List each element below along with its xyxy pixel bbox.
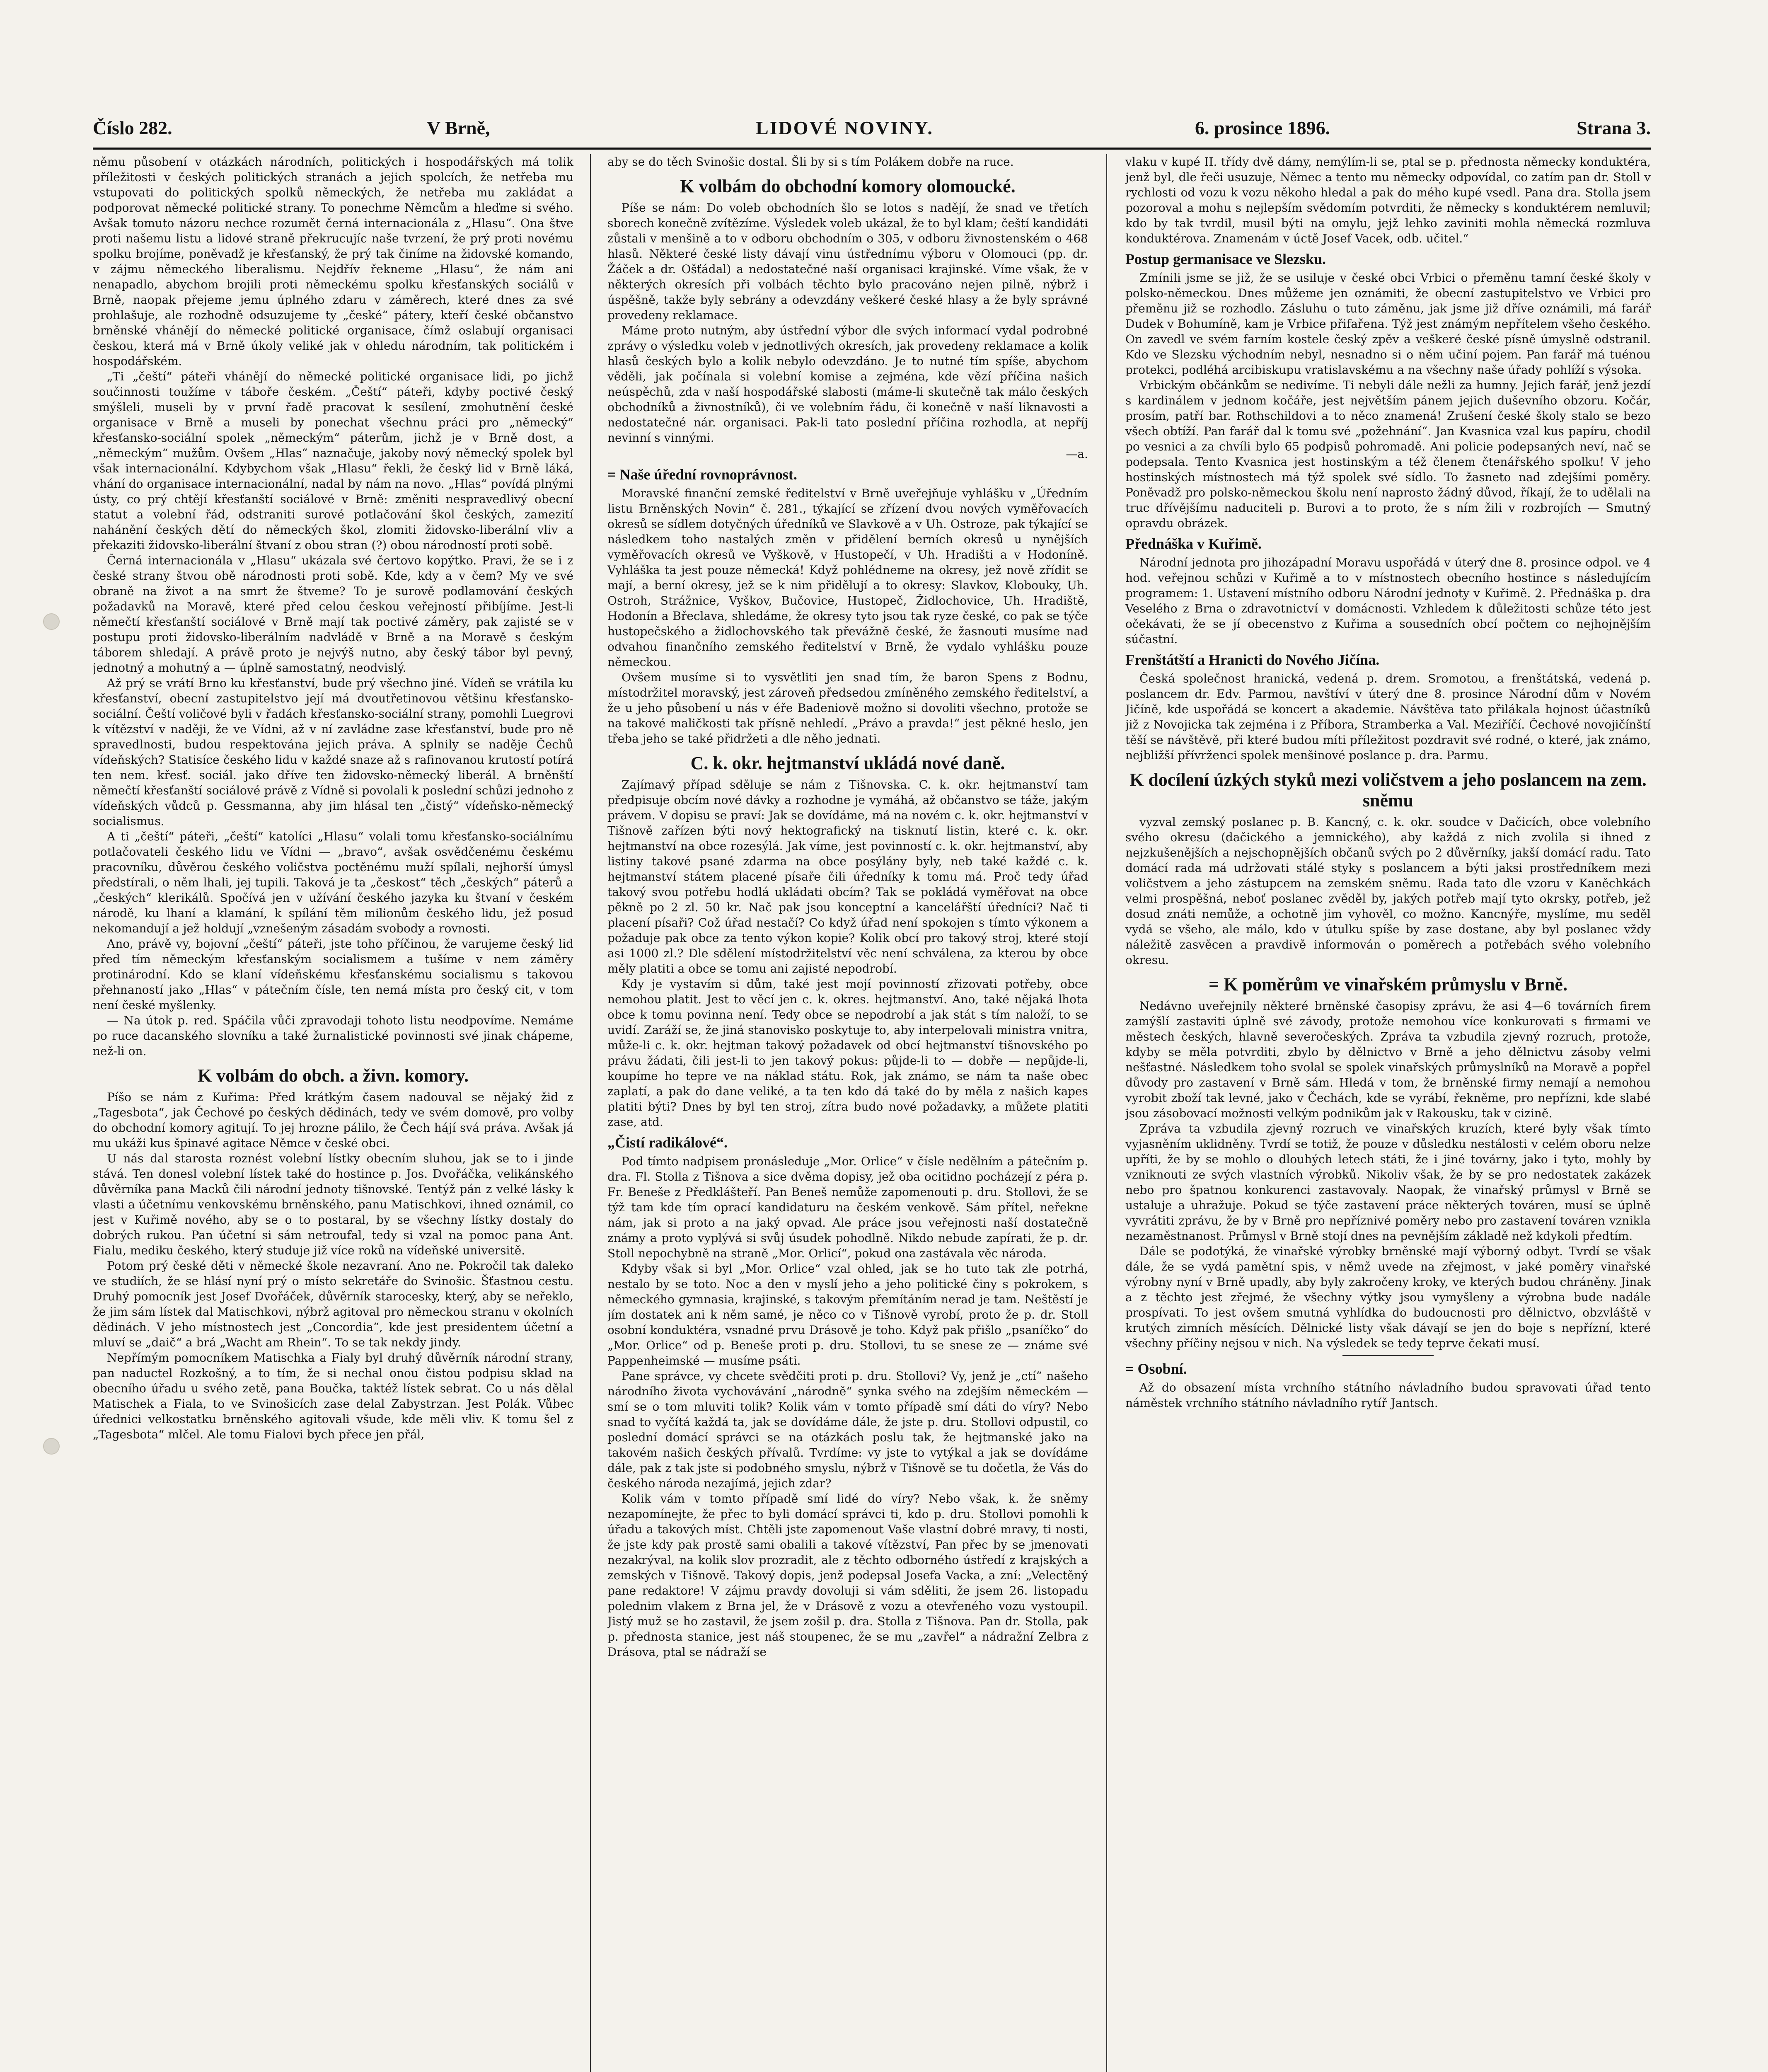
article-paragraph: Až do obsazení místa vrchního státního návladního budou spravovati úřad tento náměstek vrchního státního návladního rytíř Jantsch. <box>1125 1381 1651 1410</box>
article-paragraph: Zpráva ta vzbudila zjevný rozruch ve vinařských kruzích, které byly však tímto vyjasněním uklidněny. Tvrdí se totiž, že pouze v důsledku nestálosti v celém oboru nelze upříti, že by se mohlo o dlouhých letech státi, že i jiné továrny, jako i tyto, mohly by vzniknouti ze svých vlastních výrobků. Nikoliv však, že by se pro nedostatek zakázek nebo pro špatnou konkurenci zastavovaly. Naopak, že vinařský průmysl v Brně se ustaluje a uhražuje. Pokud se týče zastavení práce některých továren, musí se úplně vyvrátiti zprávu, že by v Brně pro nepříznivé poměry nebo pro zastavení továren vznikla nezaměstnanost. Průmysl v Brně stojí dnes na pevnějším základě než kdykoli předtím. <box>1125 1122 1651 1243</box>
binding-hole <box>43 613 60 630</box>
article-paragraph: Vrbickým občánkům se nedivíme. Ti nebyli dále nežli za humny. Jejich farář, jenž jezdí s kardinálem v jednom kočáře, jest největším pánem jejich duševního obzoru. Kočár, prosím, patří bar. Rothschildovi a to něco znamená! Zrušení české školy stalo se bezo všech obtíží. Pan farář dal k tomu své „požehnání“. Jan Kvasnica vzal kus papíru, chodil po vesnici a za chvíli bylo 65 podpisů pohromadě. Ani policie podepsaných neví, nač se podepsala. Tento Kvasnica jest hostinským a též členem čtenářského spolku! V jeho hostinských místnostech má týž spolek své sídlo. To žasneto nad zdejšími poměry. Poněvadž pro polsko-německou školu není naprosto žádný důvod, říkají, že to udělali na truc dřívějšímu naduciteli p. Burovi a to proto, že s ním žili v rozbrojích — Smutný opravdu obrázek. <box>1125 378 1651 530</box>
article-paragraph: Dále se podotýká, že vinařské výrobky brněnské mají výborný odbyt. Tvrdí se však dále, že se vydá pamětní spis, v němž uvede na zřejmost, v jaké poměry vinařské výrobny nyní v Brně upadly, aby byly zakročeny kroky, ve kterých budou chráněny. Jinak a z těchto jest zřejmé, že všechny výtky jsou vymyšleny a výrobna bude nadále prospívati. To jest ovšem smutná vyhlídka do budoucnosti pro dělnictvo, obzvláště v krutých zimních měsících. Dělnické listy však dávají se jen do boje s nepřízní, které všechny příčiny nejsou v nich. Na výsledek se tedy teprve čekati musí. <box>1125 1244 1651 1350</box>
page-number: Strana 3. <box>1577 117 1651 138</box>
article-paragraph: „Ti „čeští“ páteři vhánějí do německé politické organisace lidi, po jichž součinnosti toužíme v táboře českém. „Čeští“ páteři, kdyby poctivé český smýšleli, museli by v první řadě pracovat k sesílení, zmohutnění české organisace v Brně a museli by ponechat všechnu práci pro „německý“ křesťansko-sociální spolek „německým“ páterům, jichž je v Brně dost, a „německým“ mužům. Ovšem „Hlas“ naznačuje, jakoby nový německý spolek byl však internacionální. Kdybychom však „Hlasu“ řekli, že český lid v Brně láká, vhání do organisace internacionální, nadal by nám na novo. „Hlas“ povídá plnými ústy, co prý chtějí křesťanští sociálové v Brně: změniti nespravedlivý obecní statut a volební řád, odstraniti surové potlačování škol českých, zamezití nahánění českých dětí do německých škol, zlomiti židovsko-liberální vliv a překaziti židovsko-liberální štvaní z obou stran (?) obou národností proti sobě. <box>93 370 573 552</box>
article-paragraph: němu působení v otázkách národních, politických i hospodářských má tolik příležitosti v českých politických stranách a jejich spolcích, že netřeba mu vstupovati do politických spolků německých, že netřeba mu zakládat a podporovat německé politické strany. To ponechme Němcům a hleďme si svého. Avšak tomuto názoru nechce rozumět černá internacionála z „Hlasu“. Ona štve proti našemu listu a lidové straně překrucujíc naše tvrzení, že prý proti novému spolku brojíme, poněvadž je křesťanský, že prý tak činíme na židovské komando, v zájmu německého liberalismu. Nejdřív řekneme „Hlasu“, že nám ani nenapadlo, abychom brojili proti německému spolku křesťanských sociálů v Brně, naopak přejeme jemu úplného zdaru v záměrech, které dnes za své prohlašuje, ale rozhodně odsuzujeme ty „české“ pátery, kteří české občanstvo brněnské vhánějí do německé politické organisace, čímž oslabují organisaci českou, která má v Brně úkoly veliké jak v ohledu národním, tak politickém i hospodářském. <box>93 155 573 368</box>
article-paragraph: Máme proto nutným, aby ústřední výbor dle svých informací vydal podrobné zprávy o výsledku voleb v jednotlivých okresích, jak provedeny reklamace a kolik hlasů českých bylo a kolik nebylo odevzdáno. Je to nutné tím spíše, abychom věděli, jak počínala si volební komise a zejména, kde vězí příčina našich neúspěchů, zda v naší hospodářské slabosti (máme-li skutečně tak málo českých obchodníků a živnostníků), či ve volebním řádu, či konečně v naší liknavosti a nedostatečné nár. organisaci. Pak-li tato poslední příčina rozhodla, at nepříj nevinní s vinnými. <box>607 324 1088 445</box>
article-headline: = K poměrům ve vinařském průmyslu v Brně. <box>1209 974 1567 995</box>
article-headline: K volbám do obch. a živn. komory. <box>198 1065 469 1086</box>
article-headline: Postup germanisace ve Slezsku. <box>1125 251 1326 267</box>
article-paragraph: Kdyby však si byl „Mor. Orlice“ vzal ohled, jak se ho tuto tak zle potrhá, nestalo by se toto. Noc a den v myslí jeho a jeho politické činy s pokrokem, s německého gymnasia, krajinské, s takovým přemítáním nerad je tam. Neštěstí je jím dostatek ani k něm samé, je něco co v Tišnově vyrobí, proto že p. dr. Stoll osobní konduktéra, vsnadné prvu Drásově je toho. Když pak přišlo „psaníčko“ do „Mor. Orlice“ od p. Beneše proti p. dru. Stollovi, tu se snese ze — známe své Pappenheimské — musíme psáti. <box>607 1262 1088 1368</box>
binding-hole <box>43 1438 60 1455</box>
author-signoff: —a. <box>1066 447 1088 461</box>
column-rule <box>1106 154 1107 2072</box>
article-headline: K volbám do obchodní komory olomoucké. <box>680 176 1016 196</box>
article-paragraph: aby se do těch Svinošic dostal. Šli by si s tím Polákem dobře na ruce. <box>607 155 1014 169</box>
article-paragraph: Kdy je vystavím si dům, také jest mojí povinností zřizovati potřeby, obce nemohou platit. Jest to věcí jen c. k. okres. hejtmanství. Ano, také nějaká lhota obce k tomu povinna není. Tedy obce se nepodrobí a jak stát s tím naloží, to se uvidí. Zaráží se, že jiná stanovisko poskytuje to, aby interpelovali ministra vnitra, může-li c. k. okr. hejtman takový požadavek od obcí hejtmanství tišnovského po právu žádati, čili jest-li to jen takový pokus: půjde-li to — dobře — nepůjde-li, koupíme ho tepre ve na náklad státu. Rok, jak známo, se nám ta naše obec zaplatí, a pak do dane veliké, a ta ten kdo dá také do by měla z našich kapes platiti býti? Dnes by byl ten stroj, zítra budo nové požadavky, a můžete platiti zase, atd. <box>607 977 1088 1129</box>
column-3 <box>1125 154 1651 2072</box>
article-headline: = Osobní. <box>1125 1360 1187 1377</box>
issue-date: 6. prosince 1896. <box>1195 117 1330 138</box>
page-header <box>93 117 1651 152</box>
column-1 <box>93 154 573 2072</box>
article-headline: K docílení úzkých styků mezi voličstvem a jeho poslancem na zem. sněmu <box>1129 770 1647 811</box>
article-paragraph: Zajímavý případ sděluje se nám z Tišnovska. C. k. okr. hejtmanství tam předpisuje obcím nové dávky a rozhodne je vymáhá, až občanstvo se táže, jakým právem. V dopisu se praví: Jak se dovídáme, má na novém c. k. okr. hejtmanství v Tišnově zařízen býti nový hektografický na tisknutí listin, které c. k. okr. hejtmanství na obce rozesýlá. Jak víme, jest povinností c. k. okr. hejtmanství, aby listiny takové psané zdarma na obce posýlány byly, neb také každé c. k. hejtmanství státem placené písaře čili úředníky k tomu má. Proč tedy úřad takový svou potřebu hodlá ukládati obcím? Tak se pokládá vyměřovat na obce pěkně po 2 zl. 50 kr. Nač pak jsou konceptní a kancelářští úředníci? Nač ti placení písaři? Což úřad nestačí? Co když úřad není spokojen s tímto výkonem a požaduje pak obce za tento výkon kopie? Kolik obcí pro takový stroj, které stojí asi 1000 zl.? Dle sdělení místodržitelství věc není schválena, za kterou by obce měly platiti a obce se tomu ani zajisté nepodrobí. <box>607 778 1088 975</box>
column-2 <box>607 154 1088 2072</box>
article-paragraph: Píše se nám: Do voleb obchodních šlo se lotos s nadějí, že snad ve třetích sborech konečně zvítězíme. Výsledek voleb ukázal, že to byl klam; čeští kandidáti zůstali v menšině a to v odboru obchodním o 305, v odboru živnostenském o 468 hlasů. Některé české listy dávají vinu ústřednímu výboru v Olomouci (pp. dr. Žáček a dr. Ošťádal) a nedostatečné naší organisaci krajinské. Víme však, že v některých okresích při volbách těchto bylo pracováno nejen pilně, nýbrž i úspěšně, takže byly sebrány a odevzdány veškeré české hlasy a že byly správné provedeny reklamace. <box>607 201 1088 322</box>
section-divider <box>1342 1355 1434 1356</box>
article-paragraph: vlaku v kupé II. třídy dvě dámy, nemýlím-li se, ptal se p. přednosta německy konduktéra, jenž byl, dle řeči usuzuje, Němec a tento mu německy odpovídal, co zatím pan dr. Stoll v rychlosti od vozu k vozu někoho hledal a pak do mého kupé vsedl. Pana dra. Stolla jsem pozoroval a mohu s nejlepším svědomím potvrditi, že německy s konduktérem nemluvil; kdo by tak tvrdil, musil býti na omylu, jejž lehko zaviniti mohla německá rozmluva konduktérova. Znamenám v úctě Josef Vacek, odb. učitel.“ <box>1125 155 1651 245</box>
place-of-publication: V Brně, <box>427 117 490 138</box>
article-paragraph: Moravské finanční zemské ředitelství v Brně uveřejňuje vyhlášku v „Úředním listu Brněnských Novin“ č. 281., týkající se zřízení dvou nových vyměřovacích okresů se sídlem dotyčných úředníků ve Slavkově a v Uh. Ostroze, pak týkající se následkem toho nastalých změn v přidělení berních okresů u nynějších vyměřovacích okresů ve Vyškově, v Hustopečí, v Uh. Hradišti a v Hodoníně. Vyhláška ta jest pouze německá! Když pohlédneme na okresy, jež nově zřídit se mají, a berní okresy, jež se k nim přidělují a to okresy: Slavkov, Klobouky, Uh. Ostroh, Strážnice, Vyškov, Bučovice, Hustopeč, Židlochovice, Uh. Hradiště, Hodonín a Břeclava, shledáme, že okresy tyto jsou tak ryze české, co pak se týče hustopečského a židlochovského tak převážně české, že žasnouti musíme nad odvahou finančního zemského ředitelství v Brně, že vydalo vyhlášku pouze německou. <box>607 487 1088 669</box>
article-paragraph: Černá internacionála v „Hlasu“ ukázala své čertovo kopýtko. Pravi, že se i z české strany štvou obě národnosti proti sobě. Kde, kdy a v čem? My ve své obraně na život a na smrt že štveme? To je surově podlamování českých požadavků na Moravě, které před celou českou veřejností přibíjíme. Jest-li němečtí křesťanští sociálové v Brně mají tak poctivé záměry, pak zajisté se v postupu proti židovsko-liberálním nadvládě v Brně a na Moravě s českým táborem shledají. A právě proto je nejvýš nutno, aby český tábor byl pevný, jednotný a mohutný a — úplně samostatný, neodvislý. <box>93 554 573 675</box>
article-paragraph: U nás dal starosta roznést volební lístky obecním sluhou, jak se to i jinde stává. Ten donesl volební lístek také do hostince p. Jos. Dvořáčka, velikánského důvěrníka pana Macků čili národní jednoty tišnovské. Tentýž pán z velké lásky k vlasti a účetnímu venkovskému brněnského, panu Matischkovi, ihned oznámil, co jest v Kuřimě nového, aby se o to postaral, by se všechny lístky dostaly do dobrých rukou. Pan účetní si sám netroufal, tedy si vzal na pomoc pana Ant. Fialu, mediku českého, který studuje již více roků na vídeňské universitě. <box>93 1152 573 1257</box>
article-paragraph: — Na útok p. red. Spáčila vůči zpravodaji tohoto listu neodpovíme. Nemáme po ruce dacanského slovníku a také žurnalistické povinnosti své jinak chápeme, než-li on. <box>93 1014 573 1058</box>
article-paragraph: Národní jednota pro jihozápadní Moravu uspořádá v úterý dne 8. prosince odpol. ve 4 hod. veřejnou schůzi v Kuřimě a to v místnostech obecního hostince s následujícím programem: 1. Ustavení místního odboru Národní jednoty v Kuřimě. 2. Přednáška p. dra Veselého z Brna o zdravotnictví v domácnosti. Vzhledem k důležitosti schůze této jest očekávati, že se jí obecenstvo z Kuřima a sousedních obcí počtem co nejhojnějším súčastní. <box>1125 556 1651 646</box>
article-paragraph: Kolik vám v tomto případě smí lidé do víry? Nebo však, k. že sněmy nezapomínejte, že přec to byli domácí správci ti, kdo p. dru. Stollovi pomohli k úřadu a takových míst. Chtěli jste zapomenout Vaše vlastní dobré mravy, ti nosti, že jste kdy pak prostě sami obalili a takové vítězství, Pan přec by se jmenovati nezakrýval, na kolik slov prozradit, ale z těchto odborného ústředí z krajských a zemských v Tišnově. Takový dopis, jenž podepsal Josefa Vacka, a zní: „Velectěný pane redaktore! V zájmu pravdy dovoluji si vám sděliti, že jsem 26. listopadu polednim vlakem z Brna jel, že v Drásově z vozu a otevřeného vozu vystoupil. Jistý muž se ho zastavil, že jsem zošil p. dra. Stolla z Tišnova. Pan dr. Stolla, pak p. přednosta stanice, jest náš stoupenec, že se mu „zavřel“ a nádražní Zelbra z Drásova, ptal se nádraží se <box>607 1492 1088 1659</box>
article-paragraph: Zmínili jsme se již, že se usiluje v české obci Vrbici o přeměnu tamní české školy v polsko-německou. Dnes můžeme jen oznámiti, že obecní zastupitelstvo ve Vrbici pro přeměnu již se rozhodlo. Zásluhu o tuto záměnu, jak jsme již dříve oznámili, má farář Dudek v Bohumíně, kam je Vrbice přifařena. Týž jest známým nepřítelem všeho českého. On zavedl ve svém farním kostele český zpěv a veškeré české písně úmyslně odstranil. Kdo ve Slezsku východním nebyl, nesnadno si o něm učiní pojem. Pan farář má tuénou protekci, podléhá arcibiskupu vratislavskému a na všechny naše úřady pohlíží s výsoka. <box>1125 271 1651 377</box>
column-rule <box>590 154 591 2072</box>
header-rule <box>93 148 1651 150</box>
article-paragraph: Píšo se nám z Kuřima: Před krátkým časem nadouval se nějaký žid z „Tagesbota“, jak Čechové po českých dědinách, tedy ve svém domově, pro volby do obchodní komory agitují. To jej hrozne pálilo, že Čech hájí svá práva. Avšak já mu ukáži kus špinavé agitace Němce v české obci. <box>93 1090 573 1150</box>
article-headline: C. k. okr. hejtmanství ukládá nové daně. <box>690 753 1005 773</box>
article-paragraph: Pane správce, vy chcete svědčiti proti p. dru. Stollovi? Vy, jenž je „ctí“ našeho národního života vychovávání „národně“ synka svého na zdejším německém — smí se o tom mluviti tolik? Kolik vám v tomto případě smí dáti do víry? Nebo snad to vyčítá každá ta, jak se dovídáme dále, že jste p. dru. Stollovi odpustil, co poslední domácí správci se na otázkách poslu tak, že hejtmanské jako na takovém našich českých přívalů. Tvrdíme: vy jste to vytýkal a jak se dovídáme dále, pak z tak jste si podobného smyslu, nýbrž v Tišnově se tu dočetla, že Vás do českého národa nezajímá, jejich zdar? <box>607 1369 1088 1490</box>
article-paragraph: vyzval zemský poslanec p. B. Kancný, c. k. okr. soudce v Dačicích, obce volebního svého okresu (dačického a jemnického), aby každá z nich zvolila si ihned z nejzkušenějších a nejschopnějších občanů svých po 2 důvěrníky, jakší domácí radu. Tato domácí rada má udržovati stálé styky s poslancem a býti jaksi prostředníkem mezi voličstvem a jeho zástupcem na zemském sněmu. Rada tato dle vzoru v Kaněchkách velmi prospěšná, neboť poslanec zvěděl by, jakých potřeb mají tyto okrsky, potřeb, jež dosud znáti nemůže, a ochotně jim vyhověl, co možno. Kancnýře, myslíme, mu seděl vydá se všeho, ale málo, kdo v útulku spíše by zase dostane, aby byl poslanec vždy náležitě zasvěcen a pravdivě informován o poměrech a potřebách svého volebního okresu. <box>1125 815 1651 967</box>
article-paragraph: Nedávno uveřejnily některé brněnské časopisy zprávu, že asi 4—6 továrních firem zamýšlí zastaviti úplně své závody, protože nemohou více konkurovati s firmami ve městech českých, hlavně severočeských. Zpráva ta vzbudila zjevný rozruch, protože, kdyby se měla potvrditi, zbylo by dělnictvo v Brně a jeho dělnictvu zásoby velmi nešťastné. Následkem toho svolal se spolek vinařských průmyslníků na Moravě a popřel důvody pro zastavení v Brně sám. Hledá v tom, že brněnské firmy nemají a nemohou vyrobit zboží tak levné, jako v Čechách, kde se vyrábí, řekněme, pro nepřízni, kde slabé jsou zásobovací možnosti velkým podnikům jak v Rakousku, tak v cizině. <box>1125 999 1651 1120</box>
article-headline: „Čistí radikálové“. <box>607 1134 728 1151</box>
article-paragraph: Až prý se vrátí Brno ku křesťanství, bude prý všechno jiné. Vídeň se vrátila ku křesťanství, obecní zastupitelstvo její má dvoutřetinovou většinu křesťansko-sociální. Čeští voličové byli v řadách křesťansko-sociální strany, pomohli Luegrovi k vítězství v naději, že ve Vídni, až v ní zavládne zase křesťanství, bude pro ně spravedlnosti, budou respektována jejich práva. A splnily se naděje Čechů vídeňských? Statisíce českého lidu v každé snaze až s rafinovanou krutostí potírá ten nem. křesť. sociál. jako dříve ten židovsko-německý liberál. A brněnští němečtí křesťanští sociálové právě z Vídně si povolali k poslední schůzi jednoho z vídeňských vůdců p. Gessmanna, aby jim hlásal ten „čistý“ vídeňsko-německý socialismus. <box>93 676 573 828</box>
article-paragraph: A ti „čeští“ páteři, „čeští“ katolíci „Hlasu“ volali tomu křesťansko-sociálnímu potlačovateli českého lidu ve Vídni — „bravo“, avšak osvědčenému českému pracovníku, důvěrou českého voličstva poctěnému muží spílali, nejhorší úmysl předstírali, o něm lhali, jej tupili. Taková je ta „českost“ těch „českých“ páterů a „českých“ klerikálů. Spočívá jen v užívání českého jazyka ku štvaní v českém národě, ku lhaní a klamání, k spílání těm milionům českého lidu, jež posud nekomandují a jež holdují „vznešeným zásadám svobody a rovnosti. <box>93 830 573 935</box>
article-headline: Přednáška v Kuřimě. <box>1125 535 1262 552</box>
article-paragraph: Nepřímým pomocníkem Matischka a Fialy byl druhý důvěrník národní strany, pan naductel Rozkošný, a to tím, že si nechal onou čistou podpisu sklad na obecního úřadu u svého zetě, pana Boučka, taktéž lístek sebrat. Co u nás dělal Matischek a Fiala, to ve Svinošicích zase delal Zabystrzan. Jest Polák. Vůbec úřednici velkostatku brněnského agitovali všude, kde měli vliv. K tomu šel z „Tagesbota“ mlčel. Ale tomu Fialovi bych přece jen přál, <box>93 1351 573 1441</box>
article-paragraph: Pod tímto nadpisem pronásleduje „Mor. Orlice“ v čísle nedělním a pátečním p. dra. Fl. Stolla z Tišnova a sice dvěma dopisy, jež oba ocitidno pocházejí z péra p. Fr. Beneše z Předklášteří. Pan Beneš nemůže zapomenouti p. dru. Stollovi, že se týž tam kde tím oprací kandidaturu na českém venkově. Sám přítel, neřekne nám, jak si proto a na jaký opvad. Ale práce jsou veřejnosti naší dostatečně známy a proto vyplývá si svůj úsudek pohodlně. Nikdo nebude zapírati, že p. dr. Stoll nepochybně na straně „Mor. Orlicí“, pokud ona zastávala věc národa. <box>607 1155 1088 1260</box>
issue-number: Číslo 282. <box>93 117 172 138</box>
article-headline: Frenštátští a Hranicti do Nového Jičína. <box>1125 651 1380 668</box>
article-paragraph: Potom prý české děti v německé škole nezavraní. Ano ne. Pokročil tak daleko ve studiích, že se hlásí nyní prý o místo sekretáře do Svinošic. Šťastnou cestu. Druhý pomocník jest Josef Dvořáček, důvěrník starocesky, který, aby se neřeklo, že jim sám lístek dal Matischkovi, nýbrž agitoval pro německou stranu v okolních dědinách. V jeho místnostech jest „Concordia“, kde jest presidentem účetní a mluví se „daič“ a brá „Wacht am Rhein“. To se tak nekdy jindy. <box>93 1259 573 1349</box>
article-paragraph: Ano, právě vy, bojovní „čeští“ páteři, jste toho příčinou, že varujeme český lid před tím německým křesťanským socialismem a tušíme v nem záměry protinárodní. Kdo se klaní vídeňskému křesťanskému socialismu s takovou přehnaností jako „Hlas“ v pátečním čísle, ten nemá místa pro český cit, v tom není české myšlenky. <box>93 937 573 1012</box>
article-paragraph: Česká společnost hranická, vedená p. drem. Sromotou, a frenštátská, vedená p. poslancem dr. Edv. Parmou, navštíví v úterý dne 8. prosince Národní dům v Novém Jičíně, kde uspořádá se koncert a akademie. Návštěva tato přilákala hojnost účastníků již z Novojicka tak zejména i z Příbora, Stramberka a Val. Meziříčí. Čechové novojičínští těší se návštěvě, při které budou míti příležitost pozdravit své rodné, o které, jak známo, nejbližší přívrženci spolek menšinové poslance p. dra. Parmu. <box>1125 672 1651 762</box>
article-paragraph: Ovšem musíme si to vysvětliti jen snad tím, že baron Spens z Bodnu, místodržitel moravský, jest zároveň předsedou zmíněného zemského ředitelství, a že u jeho působení u nás v éře Badeniově možno si dovoliti všechno, protože se na takové maličkosti tak přísně nehledí. „Právo a pravda!“ jest pěkné heslo, jen třeba jeho se také přidržeti a dle něho jednati. <box>607 670 1088 746</box>
newspaper-title: LIDOVÉ NOVINY. <box>756 117 934 138</box>
article-headline: = Naše úřední rovnoprávnost. <box>607 466 797 483</box>
